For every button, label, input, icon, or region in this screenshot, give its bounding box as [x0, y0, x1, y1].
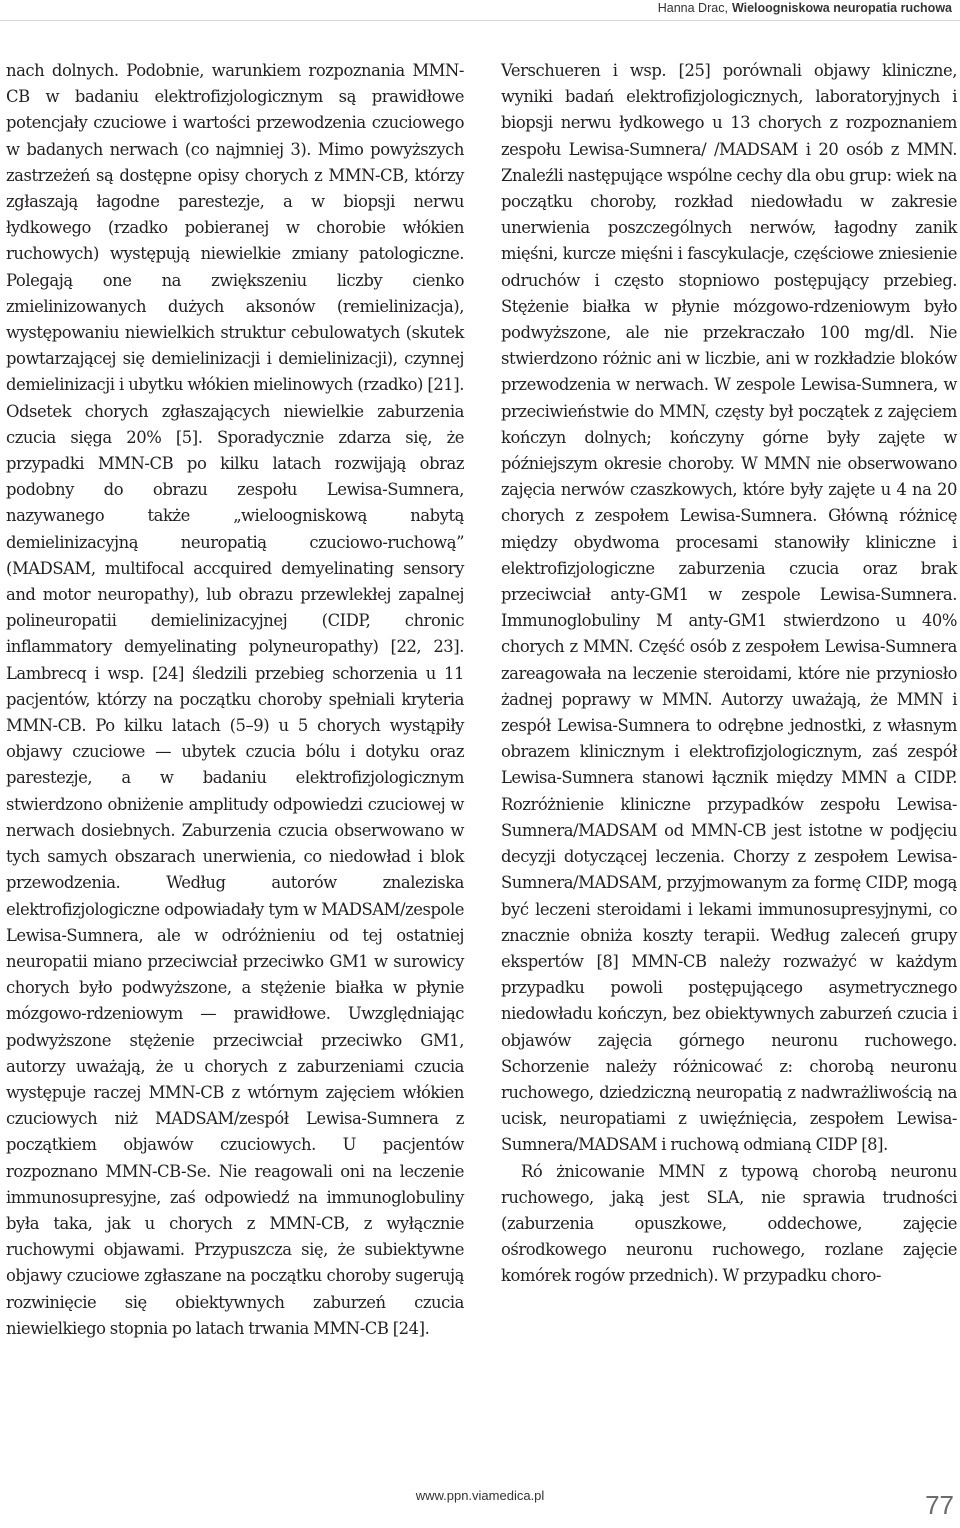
header-article-title: Wieloogniskowa neuropatia ruchowa — [731, 1, 952, 15]
running-header — [658, 0, 952, 16]
header-author: Hanna Drac, — [657, 1, 728, 15]
journal-url: www.ppn.viamedica.pl — [415, 1488, 545, 1503]
left-text-column — [6, 58, 464, 1342]
page-number: 77 — [925, 1490, 954, 1520]
header-divider — [0, 20, 960, 21]
left-column-paragraph: nach dolnych. Podobnie, warunkiem rozpoznania MMN-CB w badaniu elektrofizjologicznym są prawidłowe potencjały czuciowe i wartości przewodzenia czuciowego w badanych nerwach (co najmniej 3). Mimo powyższych zastrzeżeń są dostępne opisy chorych z MMN-CB, którzy zgłaszają łagodne parestezje, a w biopsji nerwu łydkowego (rzadko pobieranej w chorobie włókien ruchowych) występują niewielkie zmiany patologiczne. Polegają one na zwiększeniu liczby cienko zmielinizowanych dużych aksonów (remielinizacja), występowaniu niewielkich struktur cebulowatych (skutek powtarzającej się demielinizacji i demielinizacji), czynnej demielinizacji i ubytku włókien mielinowych (rzadko) [21]. Odsetek chorych zgłaszających niewielkie zaburzenia czucia sięga 20% [5]. Sporadycznie zdarza się, że przypadki MMN-CB po kilku latach rozwijają obraz podobny do obrazu zespołu Lewisa-Sumnera, nazywanego także „wieloogniskową nabytą demielinizacyjną neuropatią czuciowo-ruchową” (MADSAM, multifocal accquired demyelinating sensory and motor neuropathy), lub obrazu przewlekłej zapalnej polineuropatii demielinizacyjnej (CIDP, chronic inflammatory demyelinating polyneuropathy) [22, 23]. Lambrecq i wsp. [24] śledzili przebieg schorzenia u 11 pacjentów, którzy na początku choroby spełniali kryteria MMN-CB. Po kilku latach (5–9) u 5 chorych wystąpiły objawy czuciowe — ubytek czucia bólu i dotyku oraz parestezje, a w badaniu elektrofizjologicznym stwierdzono obniżenie amplitudy odpowiedzi czuciowej w nerwach dosiebnych. Zaburzenia czucia obserwowano w tych samych obszarach unerwienia, co niedowład i blok przewodzenia. Według autorów znaleziska elektrofizjologiczne odpowiadały tym w MADSAM/zespole Lewisa-Sumnera, ale w odróżnieniu od tej ostatniej neuropatii miano przeciwciał przeciwko GM1 w surowicy chorych było podwyższone, a stężenie białka w płynie mózgowo-rdzeniowym — prawidłowe. Uwzględniając podwyższone stężenie przeciwciał przeciwko GM1, autorzy uważają, że u chorych z zaburzeniami czucia występuje raczej MMN-CB z wtórnym zajęciem włókien czuciowych niż MADSAM/zespół Lewisa-Sumnera z początkiem objawów czuciowych. U pacjentów rozpoznano MMN-CB-Se. Nie reagowali oni na leczenie immunosupresyjne, zaś odpowiedź na immunoglobuliny była taka, jak u chorych z MMN-CB, z wyłącznie ruchowymi objawami. Przypuszcza się, że subiektywne objawy czuciowe zgłaszane na początku choroby sugerują rozwinięcie się obiektywnych zaburzeń czucia niewielkiego stopnia po latach trwania MMN-CB [24]. — [6, 61, 464, 1338]
right-column-paragraph-1: Verschueren i wsp. [25] porównali objawy kliniczne, wyniki badań elektrofizjologicznych, laboratoryjnych i biopsji nerwu łydkowego u 13 chorych z rozpoznaniem zespołu Lewisa-Sumnera/ /MADSAM i 20 osób z MMN. Znaleźli następujące wspólne cechy dla obu grup: wiek na początku choroby, rozkład niedowładu w zakresie unerwienia poszczególnych nerwów, łagodny zanik mięśni, kurcze mięśni i fascykulacje, częściowe zniesienie odruchów i często stopniowo postępujący przebieg. Stężenie białka w płynie mózgowo-rdzeniowym było podwyższone, ale nie przekraczało 100 mg/dl. Nie stwierdzono różnic ani w liczbie, ani w rozkładzie bloków przewodzenia w nerwach. W zespole Lewisa-Sumnera, w przeciwieństwie do MMN, częsty był początek z zajęciem kończyn dolnych; kończyny górne były zajęte w późniejszym okresie choroby. W MMN nie obserwowano zajęcia nerwów czaszkowych, które były zajęte u 4 na 20 chorych z zespołem Lewisa-Sumnera. Główną różnicę między obydwoma procesami stanowiły kliniczne i elektrofizjologiczne zaburzenia czucia oraz brak przeciwciał anty-GM1 w zespole Lewisa-Sumnera. Immunoglobuliny M anty-GM1 stwierdzono u 40% chorych z MMN. Część osób z zespołem Lewisa-Sumnera zareagowała na leczenie steroidami, które nie przyniosło żadnej poprawy w MMN. Autorzy uważają, że MMN i zespół Lewisa-Sumnera to odrębne jednostki, z własnym obrazem klinicznym i elektrofizjologicznym, zaś zespół Lewisa-Sumnera stanowi łącznik między MMN a CIDP. Rozróżnienie kliniczne przypadków zespołu Lewisa-Sumnera/MADSAM od MMN-CB jest istotne w podjęciu decyzji dotyczącej leczenia. Chorzy z zespołem Lewisa-Sumnera/MADSAM, przyjmowanym za formę CIDP, mogą być leczeni steroidami i lekami immunosupresyjnymi, co znacznie obniża koszty terapii. Według zaleceń grupy ekspertów [8] MMN-CB należy rozważyć w każdym przypadku powoli postępującego asymetrycznego niedowładu kończyn, bez obiektywnych zaburzeń czucia i objawów zajęcia górnego neuronu ruchowego. Schorzenie należy różnicować z: chorobą neuronu ruchowego, dziedziczną neuropatią z nadwrażliwością na ucisk, neuropatiami z uwięźnięcia, zespołem Lewisa-Sumnera/MADSAM i ruchową odmianą CIDP [8]. — [501, 61, 957, 1155]
right-text-column — [501, 58, 957, 1290]
right-column-paragraph-2: Ró żnicowanie MMN z typową chorobą neuronu ruchowego, jaką jest SLA, nie sprawia trudności (zaburzenia opuszkowe, oddechowe, zajęcie ośrodkowego neuronu ruchowego, rozlane zajęcie komórek rogów przednich). W przypadku choro- — [501, 1161, 957, 1286]
